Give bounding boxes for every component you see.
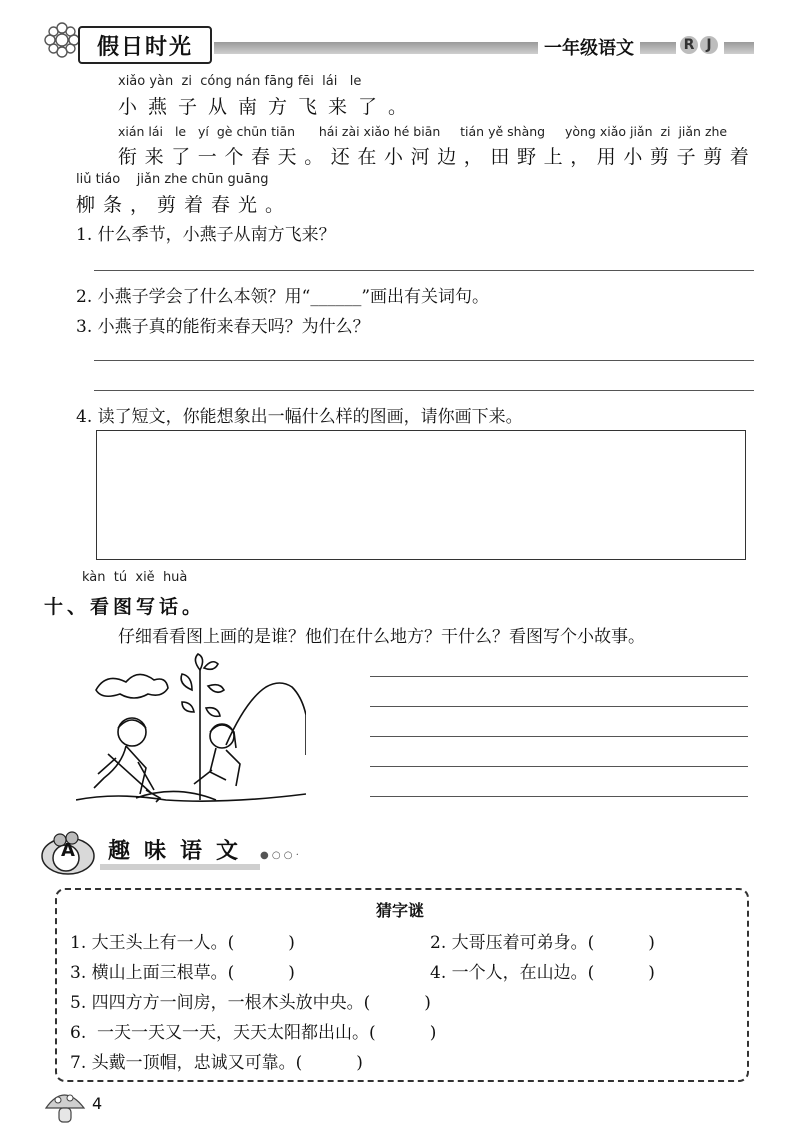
- fun-badge-letter: A: [61, 840, 75, 861]
- question-4: 4. 读了短文，你能想象出一幅什么样的图画，请你画下来。: [76, 407, 523, 427]
- riddle-5: 5. 四四方方一间房，一根木头放中央。( ): [70, 993, 431, 1013]
- riddle-1: 1. 大王头上有一人。( ): [70, 933, 295, 953]
- passage-pinyin-2: xián lái le yí gè chūn tiān hái zài xiǎo hé biān tián yě shàng yòng xiǎo jiǎn zi jiǎn zhe: [118, 124, 728, 139]
- mushroom-icon: [42, 1086, 88, 1126]
- passage-pinyin-3: liǔ tiáo jiǎn zhe chūn guāng: [76, 172, 269, 187]
- answer-line[interactable]: [94, 360, 754, 361]
- writing-line[interactable]: [370, 706, 748, 707]
- riddle-7: 7. 头戴一顶帽，忠诚又可靠。( ): [70, 1053, 363, 1073]
- drawing-box[interactable]: [96, 430, 746, 560]
- illustration-planting-tree: [76, 650, 306, 805]
- riddle-6: 6. 一天一天又一天，天天太阳都出山。( ): [70, 1023, 437, 1043]
- fun-title: 趣味语文: [108, 838, 253, 864]
- question-2: 2. 小燕子学会了什么本领？用“______”画出有关词句。: [76, 287, 490, 307]
- decorative-dots: ● ○ ○ ·: [260, 850, 299, 861]
- writing-line[interactable]: [370, 796, 748, 797]
- passage-pinyin-1: xiǎo yàn zi cóng nán fāng fēi lái le: [118, 74, 362, 89]
- writing-line[interactable]: [370, 766, 748, 767]
- passage-line-1: 小燕子从南方飞来了。: [118, 96, 419, 118]
- writing-line[interactable]: [370, 736, 748, 737]
- edition-badge: [676, 36, 724, 54]
- header-title: 假日时光: [78, 26, 212, 64]
- riddle-title: 猜字谜: [375, 901, 424, 920]
- header-grade: 一年级语文: [538, 34, 640, 60]
- riddle-3: 3. 横山上面三根草。( ): [70, 963, 295, 983]
- edition-letter: J: [700, 36, 718, 54]
- answer-line[interactable]: [94, 390, 754, 391]
- answer-line[interactable]: [94, 270, 754, 271]
- question-3: 3. 小燕子真的能衔来春天吗？为什么？: [76, 317, 370, 337]
- writing-line[interactable]: [370, 676, 748, 677]
- page-number: 4: [92, 1094, 103, 1113]
- header-bar: [214, 42, 754, 54]
- section10-title: 十、看图写话。: [44, 596, 206, 618]
- question-1: 1. 什么季节，小燕子从南方飞来？: [76, 225, 336, 245]
- section10-pinyin: kàn tú xiě huà: [82, 570, 188, 585]
- section10-prompt: 仔细看看图上画的是谁？他们在什么地方？干什么？看图写个小故事。: [118, 627, 645, 647]
- passage-line-3: 柳条，剪着春光。: [76, 194, 293, 216]
- riddle-4: 4. 一个人，在山边。( ): [430, 963, 655, 983]
- passage-line-2: 衔来了一个春天。还在小河边，田野上，用小剪子剪着: [118, 146, 757, 168]
- edition-letter: R: [680, 36, 698, 54]
- riddle-2: 2. 大哥压着可弟身。( ): [430, 933, 655, 953]
